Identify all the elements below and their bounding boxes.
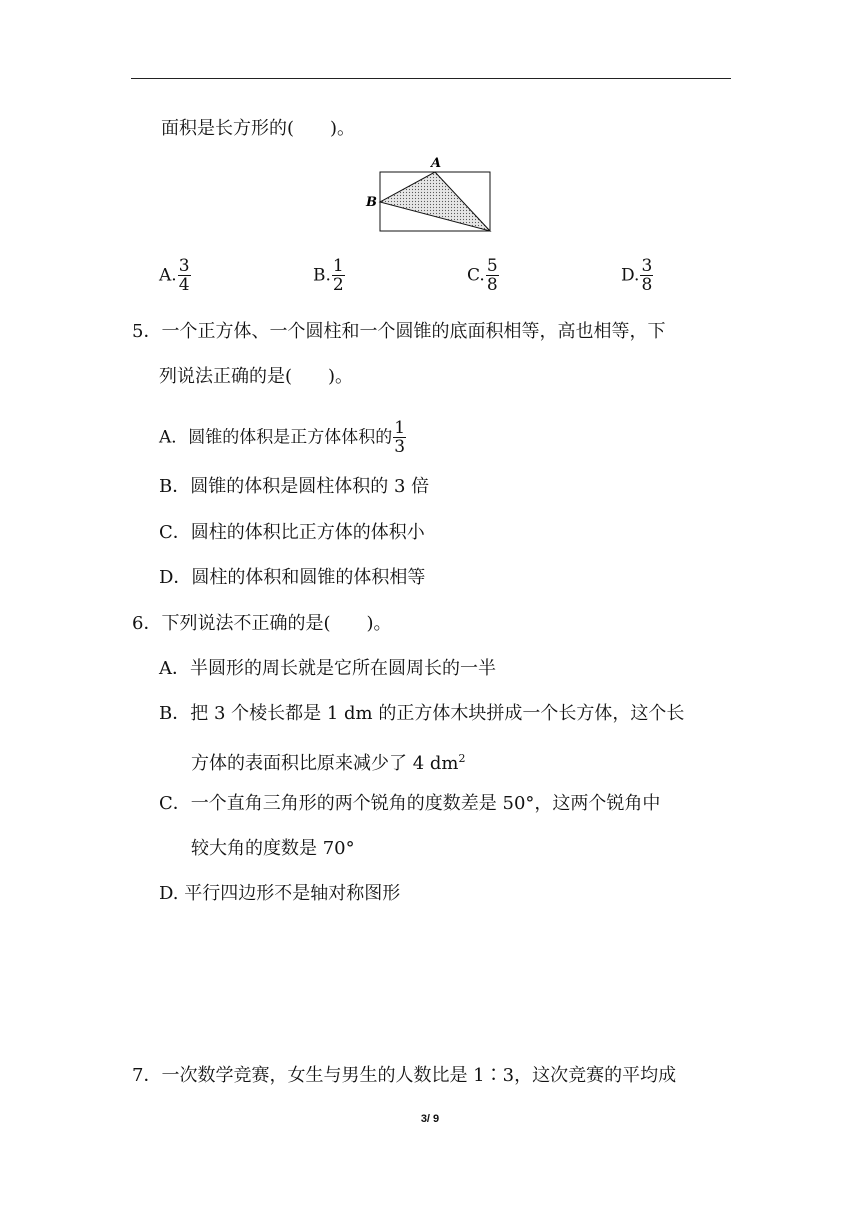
q6-option-b-line1[interactable]: B．把 3 个棱长都是 1 dm 的正方体木块拼成一个长方体，这个长 bbox=[159, 703, 685, 724]
q7-stem-line1: 7．一次数学竞赛，女生与男生的人数比是 1∶3，这次竞赛的平均成 bbox=[132, 1065, 677, 1086]
question-number: 5． bbox=[132, 321, 162, 342]
header-rule bbox=[131, 78, 731, 79]
page-number: 3/ 9 bbox=[420, 1113, 440, 1125]
q6-stem: 6．下列说法不正确的是( )。 bbox=[132, 613, 392, 634]
q5-stem-line2: 列说法正确的是( )。 bbox=[159, 366, 354, 387]
point-a-label: A bbox=[431, 156, 442, 171]
question-number: 7． bbox=[132, 1065, 162, 1086]
q4-option-c[interactable]: C. $\frac{5}{8}$ bbox=[467, 256, 498, 295]
q6-option-c-line2: 较大角的度数是 70° bbox=[191, 838, 355, 859]
q5-stem-line1: 5．一个正方体、一个圆柱和一个圆锥的底面积相等，高也相等，下 bbox=[132, 321, 666, 342]
fraction: $\frac{1}{2}$ bbox=[332, 256, 344, 295]
q6-option-a[interactable]: A．半圆形的周长就是它所在圆周长的一半 bbox=[159, 658, 496, 679]
q4-option-b[interactable]: B. $\frac{1}{2}$ bbox=[313, 256, 344, 295]
q5-option-c[interactable]: C．圆柱的体积比正方体的体积小 bbox=[159, 522, 425, 543]
q6-option-b-line2: 方体的表面积比原来减少了 4 $dm^2$ bbox=[191, 752, 466, 774]
q4-option-d[interactable]: D. $\frac{3}{8}$ bbox=[621, 256, 653, 295]
fraction: $\frac{1}{3}$ bbox=[394, 418, 406, 457]
q5-option-d[interactable]: D．圆柱的体积和圆锥的体积相等 bbox=[159, 567, 426, 588]
q6-option-d[interactable]: D. 平行四边形不是轴对称图形 bbox=[159, 883, 401, 904]
q4-stem-tail: 面积是长方形的( )。 bbox=[161, 118, 356, 139]
question-number: 6． bbox=[132, 613, 162, 634]
rectangle-triangle-figure bbox=[360, 152, 500, 242]
q4-option-a[interactable]: A. $\frac{3}{4}$ bbox=[159, 256, 190, 295]
fraction: $\frac{5}{8}$ bbox=[486, 256, 498, 295]
fraction: $\frac{3}{8}$ bbox=[641, 256, 653, 295]
q5-option-a[interactable]: A．圆锥的体积是正方体体积的 $\frac{1}{3}$ bbox=[159, 418, 406, 457]
q5-option-b[interactable]: B．圆锥的体积是圆柱体积的 3 倍 bbox=[159, 476, 430, 497]
fraction: $\frac{3}{4}$ bbox=[178, 256, 190, 295]
point-b-label: B bbox=[366, 195, 377, 210]
q6-option-c-line1[interactable]: C．一个直角三角形的两个锐角的度数差是 50°，这两个锐角中 bbox=[159, 793, 661, 814]
